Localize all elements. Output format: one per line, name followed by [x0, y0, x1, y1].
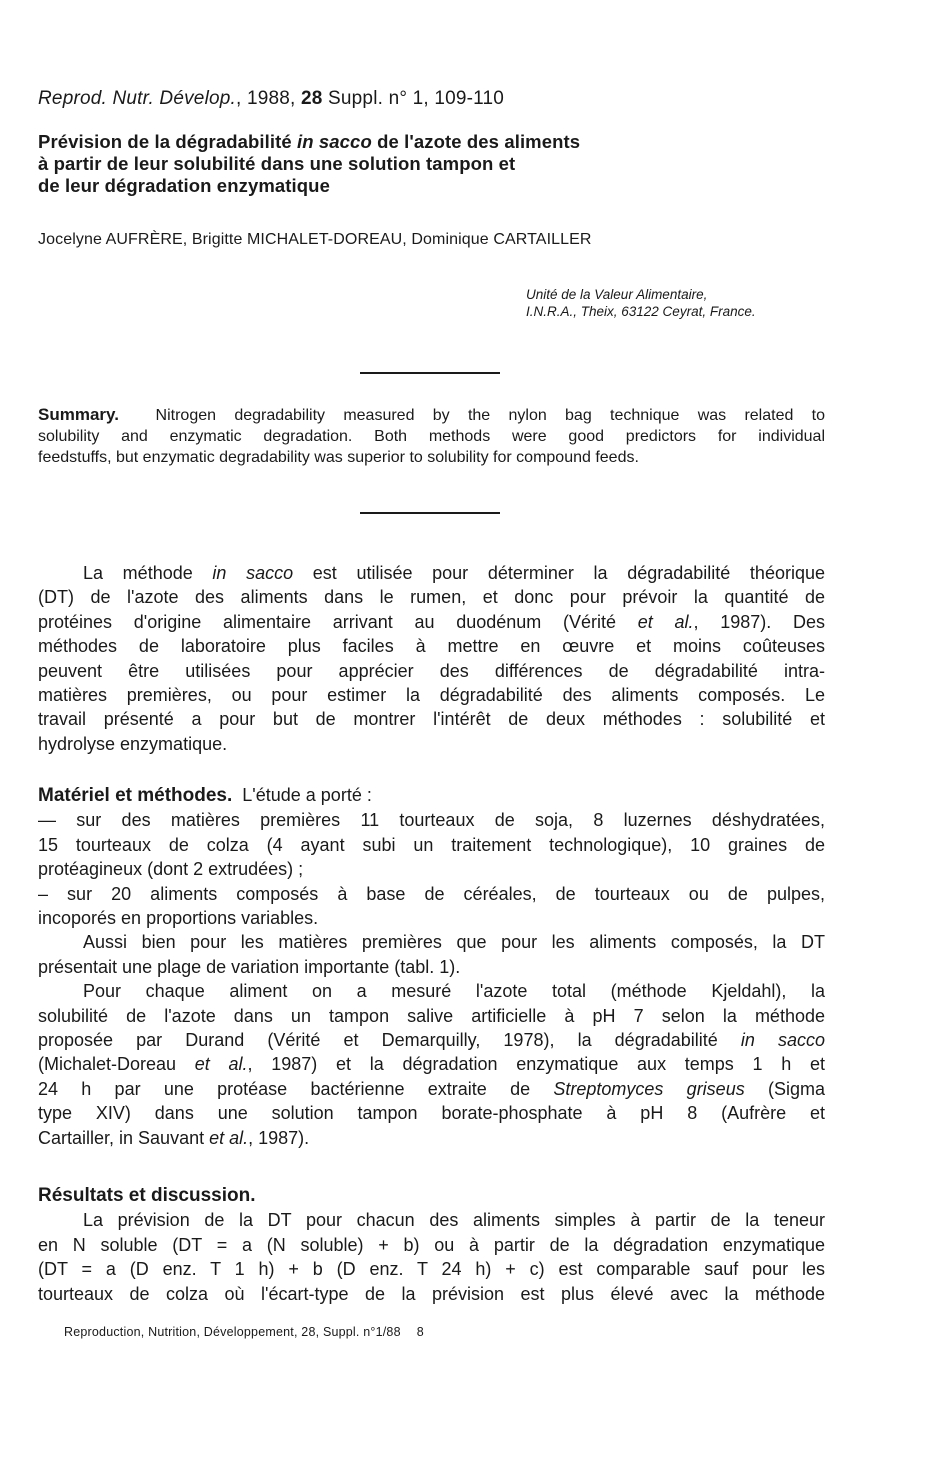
article-title: [38, 131, 580, 197]
methods-section: [38, 783, 825, 1150]
summary-line-2: solubility and enzymatic degradation. Both methods were good predictors for individual: [38, 428, 825, 445]
methods-line: protéagineux (dont 2 extrudées) ;: [38, 859, 304, 880]
citation-volume: 28: [301, 88, 323, 109]
summary-text: Nitrogen degradability measured by the nylon bag technique was related to: [155, 407, 826, 424]
text-run: 24 h par une protéase bactérienne extraite de: [38, 1078, 554, 1099]
intro-line: hydrolyse enzymatique.: [38, 733, 228, 754]
results-line: tourteaux de colza où l'écart-type de la prévision est plus élevé avec la méthode: [38, 1283, 825, 1304]
results-line: La prévision de la DT pour chacun des aliments simples à partir de la teneur: [83, 1210, 825, 1231]
text-italic: Streptomyces griseus: [553, 1078, 745, 1099]
methods-line: 15 tourteaux de colza (4 ayant subi un traitement technologique), 10 graines de: [38, 834, 825, 855]
affiliation-line-2: I.N.R.A., Theix, 63122 Ceyrat, France.: [526, 304, 756, 319]
page-footer: [64, 1325, 424, 1339]
intro-line: matières premières, ou pour estimer la dégradabilité des aliments composés. Le: [38, 685, 825, 706]
methods-line: incoporés en proportions variables.: [38, 908, 319, 929]
text-run: , 1987). Des: [693, 611, 825, 632]
footer-journal: Reproduction, Nutrition, Développement, 28, Suppl. n°1/88: [64, 1325, 401, 1339]
text-run: La méthode: [83, 563, 213, 583]
intro-line: (DT) de l'azote des aliments dans le rumen, et donc pour prévoir la quantité de: [38, 587, 825, 608]
methods-line: Aussi bien pour les matières premières que pour les aliments composés, la DT: [83, 932, 825, 953]
summary-line-3: feedstuffs, but enzymatic degradability was superior to solubility for compound feeds.: [38, 449, 639, 466]
title-line-1: [38, 131, 580, 153]
summary-label: Summary.: [38, 405, 119, 424]
methods-line: — sur des matières premières 11 tourteaux de soja, 8 luzernes déshydratées,: [38, 810, 825, 831]
methods-heading-line: [38, 783, 825, 808]
text-run: protéines d'origine alimentaire arrivant au duodénum (Vérité: [38, 611, 638, 632]
author-list: Jocelyne AUFRÈRE, Brigitte MICHALET-DOREAU, Dominique CARTAILLER: [38, 231, 592, 248]
methods-line: présentait une plage de variation importante (tabl. 1).: [38, 956, 461, 977]
citation-pages: Suppl. n° 1, 109-110: [322, 88, 505, 109]
intro-line: travail présenté a pour but de montrer l'intérêt de deux méthodes : solubilité et: [38, 709, 825, 730]
methods-line: [38, 1077, 825, 1101]
methods-line: – sur 20 aliments composés à base de céréales, de tourteaux ou de pulpes,: [38, 883, 825, 904]
text-italic: et al.: [209, 1127, 249, 1148]
methods-heading: Matériel et méthodes.: [38, 785, 233, 806]
methods-lead: L'étude a porté :: [242, 785, 372, 805]
intro-line: [38, 561, 825, 585]
intro-line: peuvent être utilisées pour apprécier des différences de dégradabilité intra-: [38, 660, 825, 681]
results-section: [38, 1184, 825, 1306]
text-run: proposée par Durand (Vérité et Demarquilly, 1978), la dégradabilité: [38, 1030, 741, 1051]
journal-name: Reprod. Nutr. Dévelop.: [38, 88, 237, 109]
text-italic: in sacco: [740, 1030, 825, 1051]
methods-line: [38, 1052, 825, 1076]
text-run: , 1987).: [248, 1127, 310, 1148]
title-line-3: de leur dégradation enzymatique: [38, 175, 330, 196]
methods-line: [38, 1028, 825, 1052]
affiliation-line-1: Unité de la Valeur Alimentaire,: [526, 287, 708, 302]
summary-line-1: [38, 404, 825, 426]
results-line: en N soluble (DT = a (N soluble) + b) ou à partir de la dégradation enzymatique: [38, 1234, 825, 1255]
separator-rule-bottom: [360, 512, 500, 514]
citation-year: , 1988,: [236, 88, 301, 109]
methods-line: Pour chaque aliment on a mesuré l'azote total (méthode Kjeldahl), la: [83, 981, 825, 1002]
text-italic: et al.: [637, 611, 694, 632]
text-italic: in sacco: [212, 563, 294, 583]
text-italic: et al.: [194, 1054, 248, 1075]
title-italic: in sacco: [297, 131, 372, 152]
results-line: (DT = a (D enz. T 1 h) + b (D enz. T 24 h) + c) est comparable sauf pour les: [38, 1259, 825, 1280]
text-run: , 1987) et la dégradation enzymatique aux temps 1 h et: [247, 1054, 825, 1075]
summary-block: [38, 404, 825, 468]
methods-line: type XIV) dans une solution tampon borate-phosphate à pH 8 (Aufrère et: [38, 1103, 825, 1124]
title-text: de l'azote des aliments: [371, 131, 581, 152]
journal-citation: [38, 88, 504, 110]
intro-line: méthodes de laboratoire plus faciles à mettre en œuvre et moins coûteuses: [38, 636, 825, 657]
intro-line: [38, 610, 825, 634]
text-run: (Michalet-Doreau: [38, 1054, 195, 1075]
methods-line: solubilité de l'azote dans un tampon salive artificielle à pH 7 selon la méthode: [38, 1005, 825, 1026]
text-run: est utilisée pour déterminer la dégradabilité théorique: [293, 563, 825, 583]
text-run: Cartailler, in Sauvant: [38, 1127, 210, 1148]
affiliation: [526, 286, 756, 320]
title-text: Prévision de la dégradabilité: [38, 131, 298, 152]
results-heading: Résultats et discussion.: [38, 1185, 256, 1206]
intro-paragraph: [38, 561, 825, 756]
page-number: 8: [416, 1325, 424, 1339]
title-line-2: à partir de leur solubilité dans une solution tampon et: [38, 153, 516, 174]
text-run: (Sigma: [744, 1078, 825, 1099]
methods-line: [38, 1126, 825, 1150]
separator-rule-top: [360, 372, 500, 374]
